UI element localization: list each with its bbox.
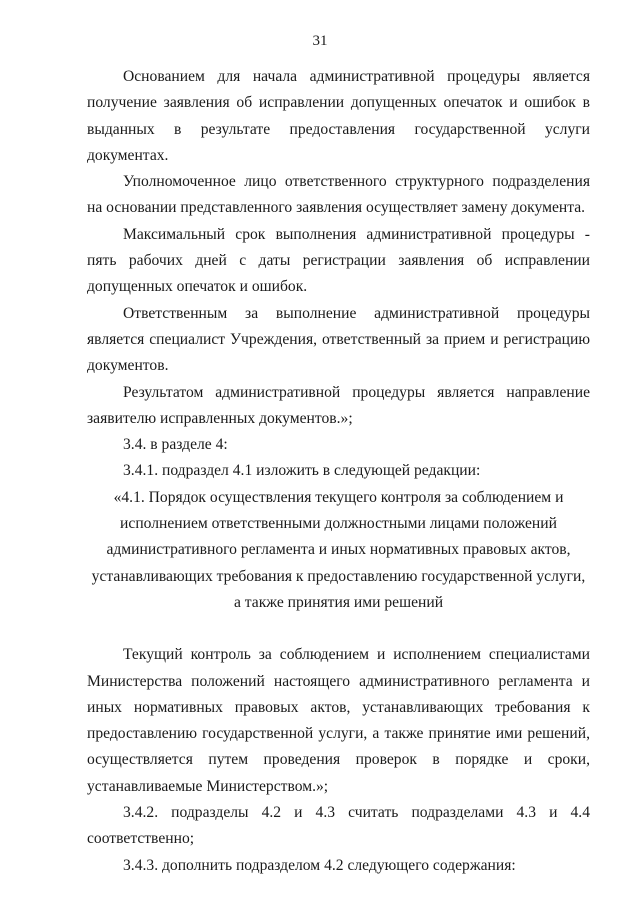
paragraph-basis: Основанием для начала административной процедуры является получение заявления об исправлении допущенных опечаток и ошибок в выданных в результате предоставления государственной услуги документах. — [87, 68, 590, 164]
list-item-3-4-1: 3.4.1. подраздел 4.1 изложить в следующей редакции: — [123, 462, 481, 480]
paragraph-responsible: Ответственным за выполнение административной процедуры является специалист Учреждения, ответственный за прием и регистрацию документов. — [87, 304, 590, 375]
page-number: 31 — [312, 33, 328, 49]
section-heading-4-1: «4.1. Порядок осуществления текущего контроля за соблюдением и исполнением ответственными должностными лицами положений административного регламента и иных нормативных правовых актов, устанавливающих требования к предоставлению государственной услуги, а также принятия ими решений — [91, 488, 586, 611]
paragraph-current-control: Текущий контроль за соблюдением и исполнением специалистами Министерства положений настоящего административного регламента и иных нормативных правовых актов, устанавливающих требования к предоставлению государственной услуги, а также принятие ими решений, осуществляется путем проведения проверок в порядке и сроки, устанавливаемые Министерством.»; — [87, 646, 590, 795]
blank-line — [87, 616, 590, 642]
document-body — [87, 64, 590, 879]
paragraph-max-term: Максимальный срок выполнения административной процедуры - пять рабочих дней с даты регистрации заявления об исправлении допущенных опечаток и ошибок. — [87, 225, 590, 296]
list-item-3-4: 3.4. в разделе 4: — [123, 436, 228, 454]
list-item-3-4-3: 3.4.3. дополнить подразделом 4.2 следующего содержания: — [123, 856, 516, 874]
paragraph-result: Результатом административной процедуры является направление заявителю исправленных документов.»; — [87, 383, 590, 427]
paragraph-authorized-person: Уполномоченное лицо ответственного структурного подразделения на основании представленного заявления осуществляет замену документа. — [87, 173, 590, 217]
list-item-3-4-2: 3.4.2. подразделы 4.2 и 4.3 считать подразделами 4.3 и 4.4 соответственно; — [87, 804, 590, 848]
